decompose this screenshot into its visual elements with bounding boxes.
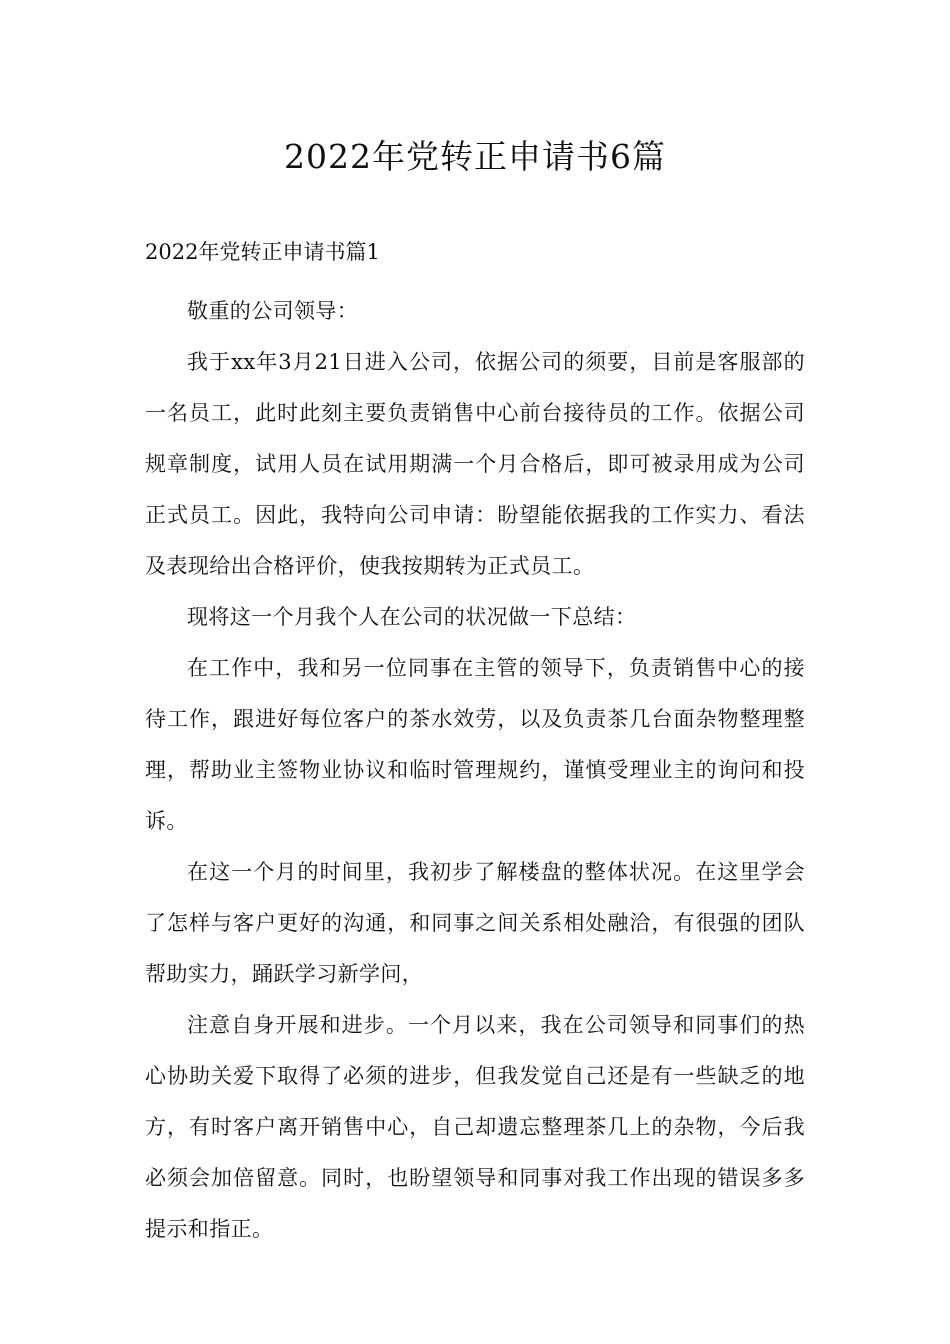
section-heading: 2022年党转正申请书篇1 (145, 240, 380, 264)
paragraph-1: 我于xx年3月21日进入公司，依据公司的须要，目前是客服部的一名员工，此时此刻主要负责销售中心前台接待员的工作。依据公司规章制度，试用人员在试用期满一个月合格后，即可被录用成为公司正式员工。因此，我特向公司申请：盼望能依据我的工作实力、看法及表现给出合格评价，使我按期转为正式员工。 (145, 350, 805, 578)
paragraph-5: 注意自身开展和进步。一个月以来，我在公司领导和同事们的热心协助关爱下取得了必须的进步，但我发觉自己还是有一些缺乏的地方，有时客户离开销售中心，自己却遗忘整理茶几上的杂物，今后我必须会加倍留意。同时，也盼望领导和同事对我工作出现的错误多多提示和指正。 (145, 1013, 805, 1241)
document-body (145, 230, 805, 1255)
paragraph-3: 在工作中，我和另一位同事在主管的领导下，负责销售中心的接待工作，跟进好每位客户的茶水效劳，以及负责茶几台面杂物整理整理，帮助业主签物业协议和临时管理规约，谨慎受理业主的询问和投诉。 (145, 656, 805, 833)
paragraph-4: 在这一个月的时间里，我初步了解楼盘的整体状况。在这里学会了怎样与客户更好的沟通，和同事之间关系相处融洽，有很强的团队帮助实力，踊跃学习新学问， (145, 860, 805, 986)
salutation: 敬重的公司领导： (187, 299, 359, 323)
paragraph-2: 现将这一个月我个人在公司的状况做一下总结： (187, 605, 637, 629)
document-title: 2022年党转正申请书6篇 (284, 137, 666, 176)
